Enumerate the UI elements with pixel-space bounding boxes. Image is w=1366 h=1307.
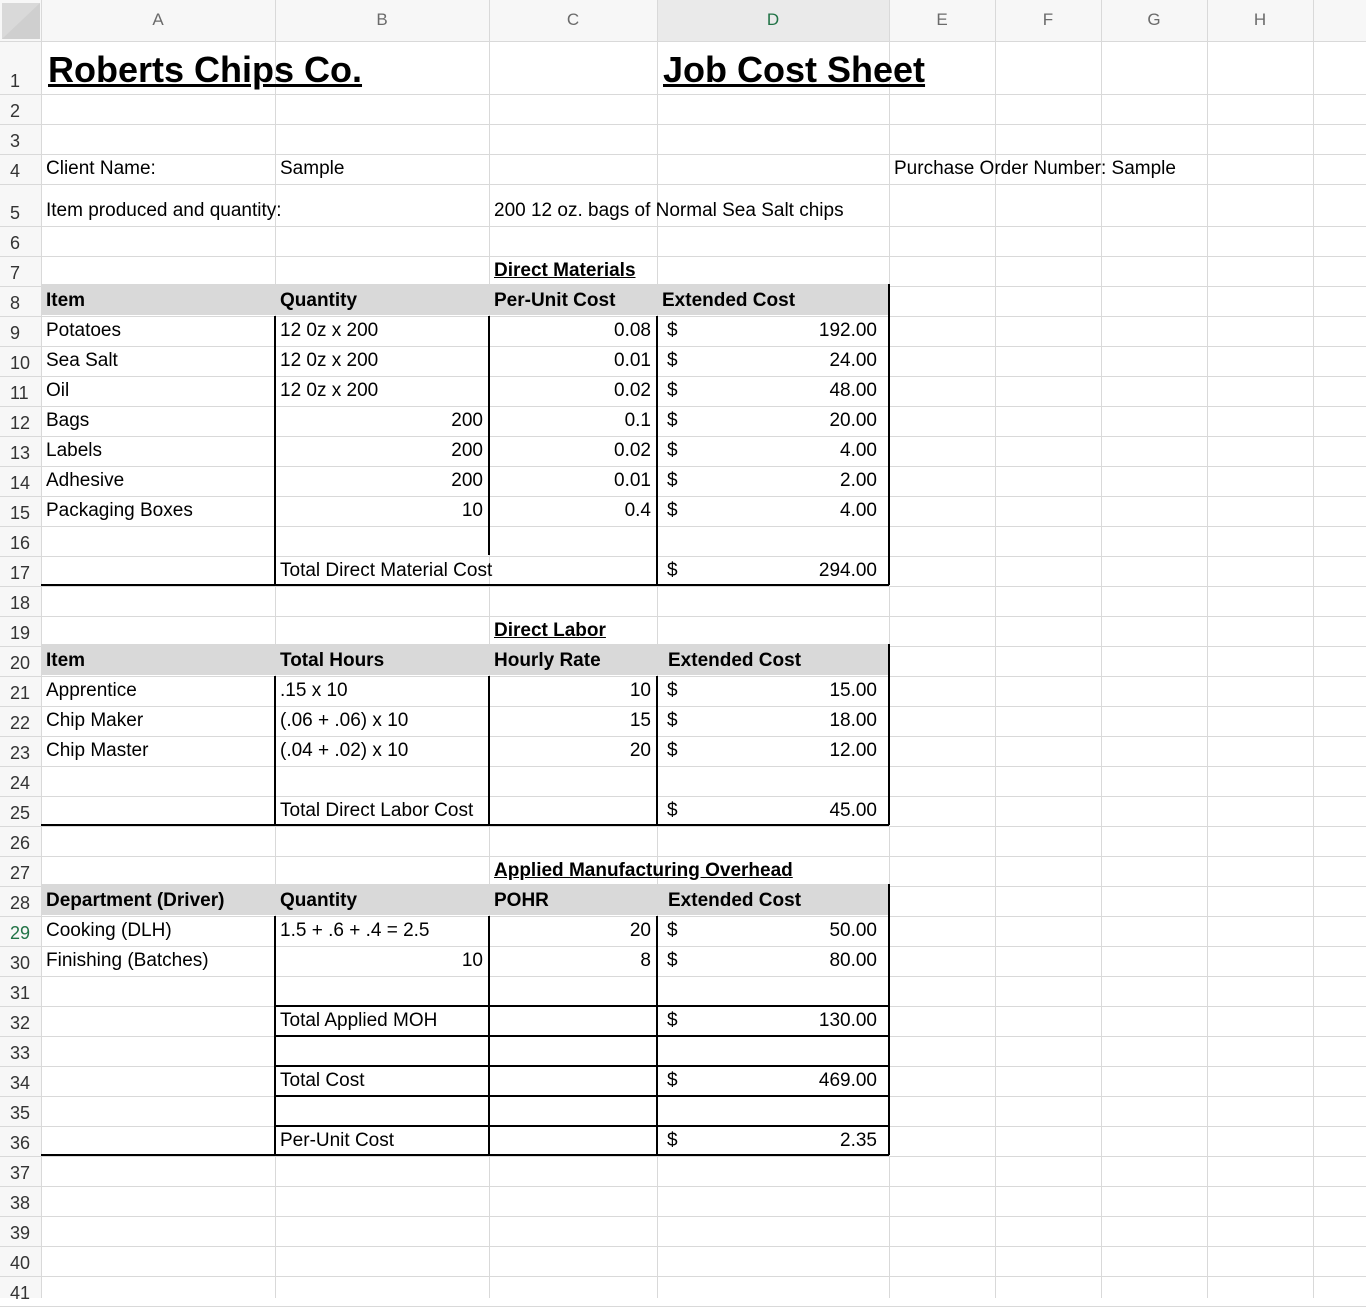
overhead-total-amount[interactable]: 130.00 bbox=[818, 1010, 877, 1031]
material-extended-cost[interactable]: 48.00 bbox=[829, 380, 877, 401]
row-number[interactable]: 31 bbox=[10, 983, 31, 1003]
labor-hours[interactable]: (.04 + .02) x 10 bbox=[280, 740, 409, 761]
row-number[interactable]: 37 bbox=[10, 1163, 31, 1183]
material-item[interactable]: Packaging Boxes bbox=[46, 500, 193, 521]
gridline-horizontal bbox=[0, 376, 1366, 377]
client-name-label[interactable]: Client Name: bbox=[46, 158, 156, 179]
overhead-extended-cost[interactable]: 80.00 bbox=[829, 950, 877, 971]
per-unit-cost-amount[interactable]: 2.35 bbox=[840, 1130, 877, 1151]
row-number[interactable]: 17 bbox=[10, 563, 31, 583]
gridline-horizontal bbox=[0, 646, 1366, 647]
labor-total-amount[interactable]: 45.00 bbox=[829, 800, 877, 821]
labor-rate[interactable]: 15 bbox=[629, 710, 651, 731]
overhead-department[interactable]: Cooking (DLH) bbox=[46, 920, 172, 941]
labor-header-rate[interactable]: Hourly Rate bbox=[494, 650, 601, 671]
labor-extended-cost[interactable]: 18.00 bbox=[829, 710, 877, 731]
material-item[interactable]: Adhesive bbox=[46, 470, 125, 491]
labor-item[interactable]: Chip Master bbox=[46, 740, 149, 761]
labor-currency[interactable]: $ bbox=[667, 680, 678, 701]
cell-border bbox=[274, 1095, 889, 1097]
overhead-extended-cost[interactable]: 50.00 bbox=[829, 920, 877, 941]
gridline-horizontal bbox=[0, 616, 1366, 617]
cell-border bbox=[41, 584, 889, 586]
overhead-header-extended-cost[interactable]: Extended Cost bbox=[668, 890, 802, 911]
gridline-vertical bbox=[1313, 0, 1314, 1298]
gridline-horizontal bbox=[0, 946, 1366, 947]
gridline-horizontal bbox=[0, 346, 1366, 347]
cell-border bbox=[656, 676, 658, 825]
row-number[interactable]: 27 bbox=[10, 863, 31, 883]
row-number[interactable]: 26 bbox=[10, 833, 31, 853]
row-number[interactable]: 3 bbox=[10, 131, 21, 151]
purchase-order-number[interactable]: Purchase Order Number: Sample bbox=[894, 158, 1176, 179]
gridline-horizontal bbox=[0, 406, 1366, 407]
company-title[interactable]: Roberts Chips Co. bbox=[48, 49, 363, 90]
gridline-horizontal bbox=[0, 676, 1366, 677]
material-quantity[interactable]: 12 0z x 200 bbox=[280, 380, 379, 401]
row-number[interactable]: 10 bbox=[10, 353, 31, 373]
labor-hours[interactable]: .15 x 10 bbox=[280, 680, 348, 701]
row-number[interactable]: 21 bbox=[10, 683, 31, 703]
row-number[interactable]: 19 bbox=[10, 623, 31, 643]
material-item[interactable]: Potatoes bbox=[46, 320, 121, 341]
material-extended-cost[interactable]: 4.00 bbox=[840, 500, 877, 521]
overhead-total-label[interactable]: Total Applied MOH bbox=[280, 1010, 438, 1031]
overhead-header-pohr[interactable]: POHR bbox=[494, 890, 549, 911]
column-header[interactable]: B bbox=[376, 10, 388, 29]
material-extended-cost[interactable]: 4.00 bbox=[840, 440, 877, 461]
cell-border bbox=[274, 1005, 889, 1007]
gridline-horizontal bbox=[0, 436, 1366, 437]
overhead-quantity[interactable]: 10 bbox=[461, 950, 483, 971]
gridline-horizontal bbox=[0, 1246, 1366, 1247]
gridline-horizontal bbox=[0, 856, 1366, 857]
labor-item[interactable]: Apprentice bbox=[46, 680, 137, 701]
material-quantity[interactable]: 12 0z x 200 bbox=[280, 320, 379, 341]
labor-header-extended-cost[interactable]: Extended Cost bbox=[668, 650, 802, 671]
labor-total-currency[interactable]: $ bbox=[667, 800, 678, 821]
overhead-total-currency[interactable]: $ bbox=[667, 1010, 678, 1031]
gridline-horizontal bbox=[0, 41, 1366, 42]
overhead-quantity[interactable]: 1.5 + .6 + .4 = 2.5 bbox=[280, 920, 430, 941]
gridline-horizontal bbox=[0, 826, 1366, 827]
row-number[interactable]: 8 bbox=[10, 293, 21, 313]
row-number[interactable]: 39 bbox=[10, 1223, 31, 1243]
material-quantity[interactable]: 10 bbox=[461, 500, 483, 521]
row-number[interactable]: 4 bbox=[10, 161, 21, 181]
cell-border bbox=[41, 824, 889, 826]
row-number[interactable]: 6 bbox=[10, 233, 21, 253]
column-header[interactable]: D bbox=[766, 10, 780, 29]
gridline-horizontal bbox=[0, 154, 1366, 155]
material-item[interactable]: Bags bbox=[46, 410, 90, 431]
material-unit-cost[interactable]: 0.08 bbox=[614, 320, 651, 341]
column-header[interactable]: C bbox=[566, 10, 580, 29]
material-extended-cost[interactable]: 192.00 bbox=[818, 320, 877, 341]
gridline-vertical bbox=[41, 0, 42, 1298]
cell-border bbox=[274, 1065, 889, 1067]
row-number[interactable]: 29 bbox=[10, 923, 31, 943]
overhead-currency[interactable]: $ bbox=[667, 920, 678, 941]
row-number[interactable]: 41 bbox=[10, 1283, 31, 1303]
gridline-horizontal bbox=[0, 286, 1366, 287]
row-number[interactable]: 24 bbox=[10, 773, 31, 793]
row-number[interactable]: 15 bbox=[10, 503, 31, 523]
material-item[interactable]: Labels bbox=[46, 440, 102, 461]
gridline-horizontal bbox=[0, 1216, 1366, 1217]
cell-border bbox=[41, 1154, 889, 1156]
column-header[interactable]: G bbox=[1147, 10, 1161, 29]
materials-header-unit-cost[interactable]: Per-Unit Cost bbox=[494, 290, 616, 311]
gridline-horizontal bbox=[0, 976, 1366, 977]
gridline-vertical bbox=[1101, 0, 1102, 1298]
labor-total-label[interactable]: Total Direct Labor Cost bbox=[280, 800, 474, 821]
overhead-header-department[interactable]: Department (Driver) bbox=[46, 890, 225, 911]
row-number[interactable]: 9 bbox=[10, 323, 21, 343]
material-unit-cost[interactable]: 0.01 bbox=[614, 470, 651, 491]
gridline-horizontal bbox=[0, 256, 1366, 257]
labor-extended-cost[interactable]: 15.00 bbox=[829, 680, 877, 701]
column-header[interactable]: F bbox=[1042, 10, 1054, 29]
item-produced-label[interactable]: Item produced and quantity: bbox=[46, 200, 282, 221]
row-number[interactable]: 2 bbox=[10, 101, 21, 121]
overhead-pohr[interactable]: 8 bbox=[640, 950, 651, 971]
material-unit-cost[interactable]: 0.02 bbox=[614, 380, 651, 401]
labor-header-hours[interactable]: Total Hours bbox=[280, 650, 385, 671]
gridline-horizontal bbox=[0, 916, 1366, 917]
material-unit-cost[interactable]: 0.02 bbox=[614, 440, 651, 461]
material-quantity[interactable]: 200 bbox=[451, 410, 483, 431]
per-unit-cost-currency[interactable]: $ bbox=[667, 1130, 678, 1151]
row-number[interactable]: 11 bbox=[10, 383, 29, 403]
cell-border bbox=[656, 316, 658, 585]
row-number[interactable]: 14 bbox=[10, 473, 31, 493]
row-number[interactable]: 18 bbox=[10, 593, 31, 613]
row-number[interactable]: 7 bbox=[10, 263, 21, 283]
material-extended-cost[interactable]: 24.00 bbox=[829, 350, 877, 371]
item-produced-value[interactable]: 200 12 oz. bags of Normal Sea Salt chips bbox=[494, 200, 844, 221]
gridline-horizontal bbox=[0, 586, 1366, 587]
direct-materials-title[interactable]: Direct Materials bbox=[494, 260, 636, 281]
materials-total-currency[interactable]: $ bbox=[667, 560, 678, 581]
materials-header-item[interactable]: Item bbox=[46, 290, 86, 311]
row-number[interactable]: 34 bbox=[10, 1073, 31, 1093]
gridline-horizontal bbox=[0, 124, 1366, 125]
row-number[interactable]: 40 bbox=[10, 1253, 31, 1273]
overhead-header-quantity[interactable]: Quantity bbox=[280, 890, 358, 911]
material-item[interactable]: Sea Salt bbox=[46, 350, 118, 371]
gridline-horizontal bbox=[0, 1276, 1366, 1277]
row-number[interactable]: 30 bbox=[10, 953, 31, 973]
materials-header-extended-cost[interactable]: Extended Cost bbox=[662, 290, 796, 311]
cell-border bbox=[888, 284, 890, 585]
labor-currency[interactable]: $ bbox=[667, 710, 678, 731]
material-currency[interactable]: $ bbox=[667, 500, 678, 521]
gridline-horizontal bbox=[0, 316, 1366, 317]
column-header[interactable]: H bbox=[1253, 10, 1267, 29]
select-all-corner[interactable] bbox=[2, 3, 40, 39]
gridline-horizontal bbox=[0, 1186, 1366, 1187]
row-number[interactable]: 16 bbox=[10, 533, 31, 553]
material-unit-cost[interactable]: 0.01 bbox=[614, 350, 651, 371]
labor-item[interactable]: Chip Maker bbox=[46, 710, 144, 731]
labor-header-item[interactable]: Item bbox=[46, 650, 86, 671]
row-number[interactable]: 1 bbox=[10, 71, 21, 91]
material-unit-cost[interactable]: 0.4 bbox=[624, 500, 651, 521]
labor-rate[interactable]: 10 bbox=[629, 680, 651, 701]
gridline-horizontal bbox=[0, 556, 1366, 557]
materials-header-quantity[interactable]: Quantity bbox=[280, 290, 358, 311]
overhead-currency[interactable]: $ bbox=[667, 950, 678, 971]
gridline-vertical bbox=[1207, 0, 1208, 1298]
material-currency[interactable]: $ bbox=[667, 410, 678, 431]
gridline-horizontal bbox=[0, 766, 1366, 767]
material-currency[interactable]: $ bbox=[667, 380, 678, 401]
row-number[interactable]: 5 bbox=[10, 203, 21, 223]
row-number[interactable]: 35 bbox=[10, 1103, 31, 1123]
gridline-horizontal bbox=[0, 226, 1366, 227]
overhead-pohr[interactable]: 20 bbox=[629, 920, 651, 941]
total-cost-label[interactable]: Total Cost bbox=[280, 1070, 365, 1091]
row-number[interactable]: 20 bbox=[10, 653, 31, 673]
gridline-horizontal bbox=[0, 796, 1366, 797]
per-unit-cost-label[interactable]: Per-Unit Cost bbox=[280, 1130, 395, 1151]
gridline-horizontal bbox=[0, 184, 1366, 185]
gridline-horizontal bbox=[0, 1156, 1366, 1157]
gridline-horizontal bbox=[0, 496, 1366, 497]
material-unit-cost[interactable]: 0.1 bbox=[624, 410, 651, 431]
material-item[interactable]: Oil bbox=[46, 380, 70, 401]
material-extended-cost[interactable]: 20.00 bbox=[829, 410, 877, 431]
cell-border bbox=[274, 1125, 889, 1127]
material-extended-cost[interactable]: 2.00 bbox=[840, 470, 877, 491]
row-number[interactable]: 12 bbox=[10, 413, 31, 433]
gridline-vertical bbox=[995, 0, 996, 1298]
row-number[interactable]: 33 bbox=[10, 1043, 31, 1063]
materials-total-amount[interactable]: 294.00 bbox=[818, 560, 877, 581]
labor-currency[interactable]: $ bbox=[667, 740, 678, 761]
gridline-horizontal bbox=[0, 466, 1366, 467]
labor-extended-cost[interactable]: 12.00 bbox=[829, 740, 877, 761]
material-currency[interactable]: $ bbox=[667, 440, 678, 461]
labor-hours[interactable]: (.06 + .06) x 10 bbox=[280, 710, 409, 731]
material-currency[interactable]: $ bbox=[667, 320, 678, 341]
cell-border bbox=[888, 644, 890, 825]
sheet-title[interactable]: Job Cost Sheet bbox=[663, 49, 926, 90]
gridline-horizontal bbox=[0, 526, 1366, 527]
gridline-horizontal bbox=[0, 886, 1366, 887]
gridline-horizontal bbox=[0, 94, 1366, 95]
row-number[interactable]: 13 bbox=[10, 443, 31, 463]
column-header[interactable]: A bbox=[152, 10, 164, 29]
row-number[interactable]: 36 bbox=[10, 1133, 31, 1153]
direct-labor-title[interactable]: Direct Labor bbox=[494, 620, 606, 641]
gridline-horizontal bbox=[0, 706, 1366, 707]
material-quantity[interactable]: 200 bbox=[451, 470, 483, 491]
row-number[interactable]: 28 bbox=[10, 893, 31, 913]
overhead-title[interactable]: Applied Manufacturing Overhead bbox=[494, 860, 793, 881]
cell-border bbox=[274, 676, 276, 825]
row-number[interactable]: 38 bbox=[10, 1193, 31, 1213]
row-number[interactable]: 23 bbox=[10, 743, 31, 763]
overhead-department[interactable]: Finishing (Batches) bbox=[46, 950, 209, 971]
client-name-value[interactable]: Sample bbox=[280, 158, 345, 179]
materials-total-label[interactable]: Total Direct Material Cost bbox=[280, 560, 493, 581]
row-number[interactable]: 32 bbox=[10, 1013, 31, 1033]
total-cost-amount[interactable]: 469.00 bbox=[818, 1070, 877, 1091]
material-quantity[interactable]: 200 bbox=[451, 440, 483, 461]
row-number[interactable]: 25 bbox=[10, 803, 31, 823]
material-currency[interactable]: $ bbox=[667, 350, 678, 371]
cell-border bbox=[274, 1035, 889, 1037]
material-quantity[interactable]: 12 0z x 200 bbox=[280, 350, 379, 371]
column-header[interactable]: E bbox=[936, 10, 948, 29]
cell-border bbox=[888, 884, 890, 1155]
labor-rate[interactable]: 20 bbox=[629, 740, 651, 761]
gridline-horizontal bbox=[0, 736, 1366, 737]
total-cost-currency[interactable]: $ bbox=[667, 1070, 678, 1091]
row-number[interactable]: 22 bbox=[10, 713, 31, 733]
material-currency[interactable]: $ bbox=[667, 470, 678, 491]
